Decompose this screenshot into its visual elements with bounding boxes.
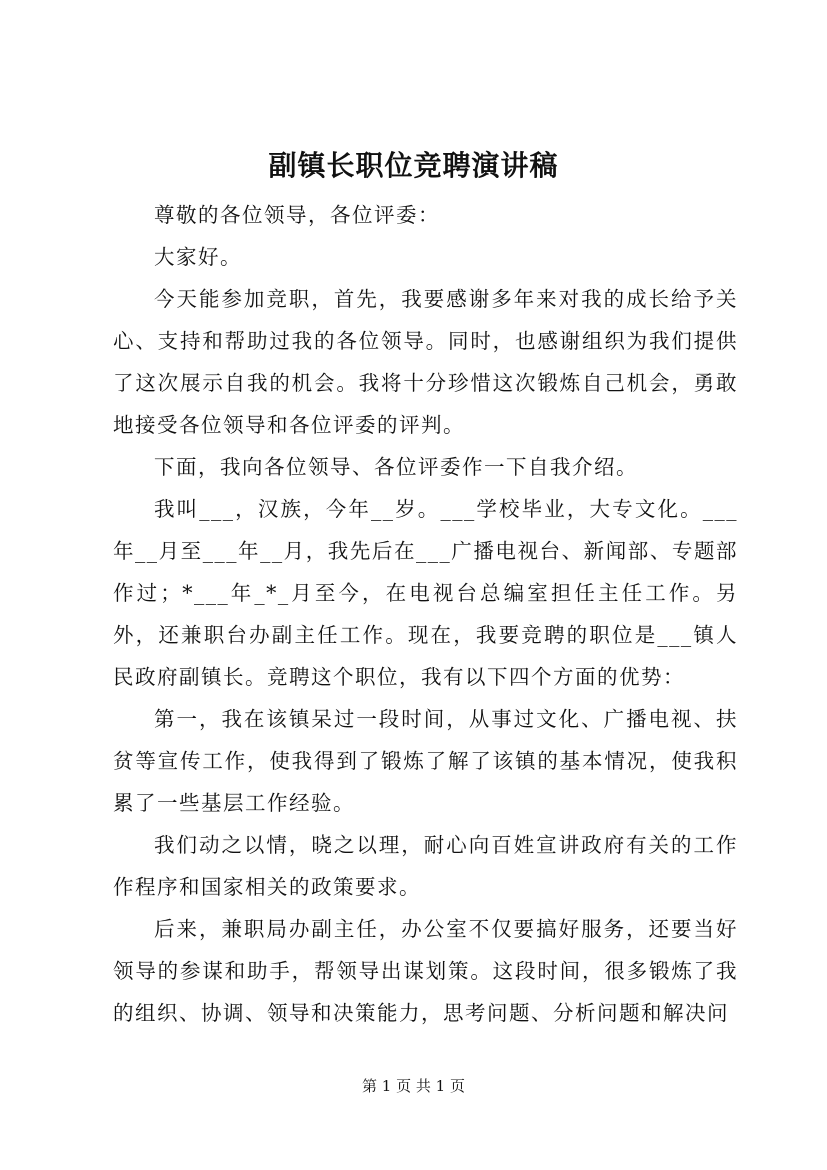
thanks-paragraph: 今天能参加竞职，首先，我要感谢多年来对我的成长给予关心、支持和帮助过我的各位领导。同时，也感谢组织为我们提供了这次展示自我的机会。我将十分珍惜这次锻炼自己机会，勇敢地接受各位领导和各位评委的评判。 [113, 287, 738, 437]
self-introduction-paragraph: 我叫___，汉族，今年__岁。___学校毕业，大专文化。___年__月至___年__月，我先后在___广播电视台、新闻部、专题部作过；*___年_*_月至今，在电视台总编室担任主任工作。另外，还兼职台办副主任工作。现在，我要竞聘的职位是___镇人民政府副镇长。竞聘这个职位，我有以下四个方面的优势： [113, 497, 738, 689]
intro-paragraph: 下面，我向各位领导、各位评委作一下自我介绍。 [154, 455, 638, 479]
hello-paragraph: 大家好。 [154, 245, 242, 269]
first-advantage-paragraph: 第一，我在该镇呆过一段时间，从事过文化、广播电视、扶贫等宣传工作，使我得到了锻炼了解了该镇的基本情况，使我积累了一些基层工作经验。 [113, 707, 738, 815]
document-body [113, 194, 738, 1034]
document-title: 副镇长职位竞聘演讲稿 [268, 149, 559, 182]
page-footer: 第 1 页 共 1 页 [362, 1077, 465, 1095]
greeting-paragraph: 尊敬的各位领导，各位评委： [154, 203, 440, 227]
work-method-paragraph: 我们动之以情，晓之以理，耐心向百姓宣讲政府有关的工作作程序和国家相关的政策要求。 [113, 833, 738, 899]
office-experience-paragraph: 后来，兼职局办副主任，办公室不仅要搞好服务，还要当好领导的参谋和助手，帮领导出谋划策。这段时间，很多锻炼了我的组织、协调、领导和决策能力，思考问题、分析问题和解决问 [113, 917, 738, 1025]
